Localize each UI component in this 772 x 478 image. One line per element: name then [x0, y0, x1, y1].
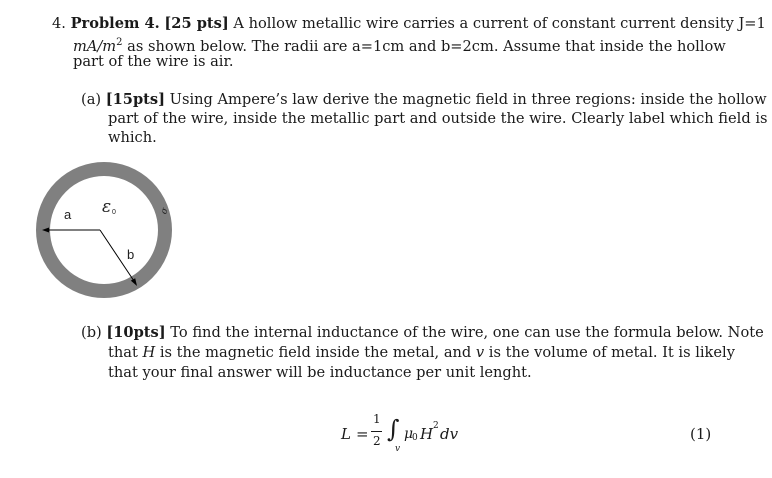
current-density-unit-exponent: 2	[116, 37, 123, 48]
eq-mu-subscript: 0	[412, 433, 418, 443]
current-density-unit: mA/m	[73, 37, 117, 55]
part-b-line-1	[81, 323, 764, 342]
part-b-line-3	[108, 363, 532, 382]
part-b-label: (b)	[81, 324, 102, 341]
problem-intro-3: part of the wire is air.	[73, 53, 234, 70]
problem-points: [25 pts]	[164, 15, 229, 32]
label-epsilon-subscript: 0	[112, 209, 116, 216]
problem-intro-1: A hollow metallic wire carries a current of constant current density J=1	[233, 15, 766, 32]
part-b-points: [10pts]	[106, 324, 166, 341]
part-b-text-2c: is the volume of metal. It is likely	[484, 344, 735, 361]
problem-number: 4.	[52, 15, 66, 32]
eq-fraction-denominator: 2	[373, 434, 381, 448]
part-a-line-1	[81, 90, 767, 109]
part-b-text-2b: is the magnetic field inside the metal, and	[155, 344, 476, 361]
label-a: a	[64, 207, 72, 222]
label-b: b	[127, 247, 135, 262]
problem-line-3	[73, 52, 233, 71]
label-sigma: σ	[159, 206, 171, 216]
eq-equals: =	[356, 425, 369, 443]
eq-number: (1)	[690, 425, 712, 443]
part-b-symbol-v: v	[475, 344, 485, 361]
part-b-text-1: To find the internal inductance of the wire, one can use the formula below. Note	[165, 324, 764, 341]
part-a-line-3	[108, 128, 157, 147]
part-a-text-3: which.	[108, 129, 157, 146]
eq-H-exponent: 2	[433, 421, 439, 431]
part-b-line-2	[108, 343, 735, 362]
eq-integral-sign: ∫	[387, 415, 400, 443]
part-a-text-2: part of the wire, inside the metallic part and outside the wire. Clearly label which field is	[108, 110, 768, 127]
label-epsilon: ε	[102, 197, 112, 217]
eq-integral-subscript: v	[395, 444, 401, 454]
eq-dv: dv	[440, 425, 459, 443]
wire-cross-section-figure	[24, 150, 184, 310]
part-b-text-2a: that	[108, 344, 143, 361]
problem-line-1	[52, 14, 766, 33]
part-a-label: (a)	[81, 91, 102, 108]
part-a-text-1: Using Ampere’s law derive the magnetic field in three regions: inside the hollow	[165, 91, 767, 108]
part-a-points: [15pts]	[105, 91, 166, 108]
eq-mu: μ	[404, 426, 414, 442]
eq-H: H	[420, 425, 434, 443]
eq-fraction-numerator: 1	[373, 412, 381, 426]
problem-title: Problem 4.	[70, 15, 160, 32]
part-a-line-2	[108, 109, 767, 128]
eq-fraction-bar	[371, 431, 382, 432]
problem-intro-2: as shown below. The radii are a=1cm and b=2cm. Assume that inside the hollow	[122, 37, 726, 55]
part-b-text-3: that your final answer will be inductance per unit lenght.	[108, 364, 532, 381]
part-b-symbol-H: H	[142, 344, 156, 361]
eq-lhs: L	[341, 425, 351, 443]
